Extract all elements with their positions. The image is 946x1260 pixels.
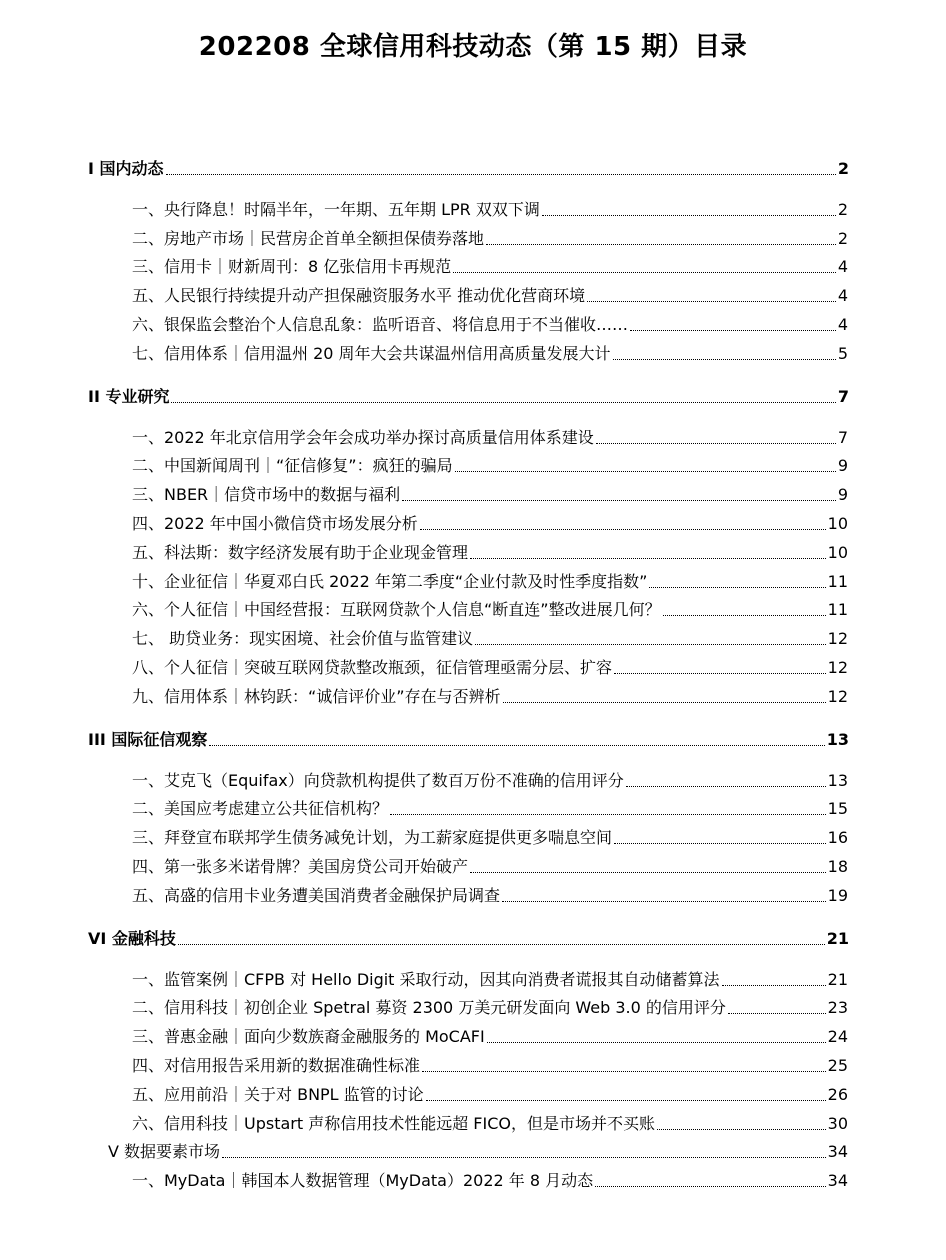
toc-page-number: 13 [827, 770, 848, 790]
toc-leader-dots [475, 643, 826, 645]
toc-item-label: 七、 助贷业务：现实困境、社会价值与监管建议 [132, 629, 474, 649]
toc-leader-dots [209, 744, 824, 746]
toc-item[interactable] [0, 306, 946, 335]
toc-page-number: 24 [827, 1027, 848, 1047]
toc-item-label: 八、个人征信｜突破互联网贷款整改瓶颈，征信管理亟需分层、扩容 [132, 657, 613, 677]
toc-leader-dots [626, 785, 826, 787]
toc-leader-dots [728, 1012, 826, 1014]
toc-leader-dots [503, 701, 826, 703]
toc-leader-dots [596, 442, 836, 444]
toc-section-3[interactable] [0, 721, 946, 750]
toc-item-label: 三、普惠金融｜面向少数族裔金融服务的 MoCAFI [132, 1027, 485, 1047]
toc-leader-dots [542, 214, 836, 216]
toc-item[interactable] [0, 762, 946, 791]
toc-item[interactable] [0, 277, 946, 306]
toc-item[interactable] [0, 534, 946, 563]
toc-leader-dots [663, 614, 826, 616]
toc-item-label: 一、央行降息！时隔半年，一年期、五年期 LPR 双双下调 [132, 199, 540, 219]
toc-page-number: 10 [827, 513, 848, 533]
toc-page-number: 7 [837, 386, 849, 406]
toc-item[interactable] [0, 476, 946, 505]
toc-page-number: 25 [827, 1055, 848, 1075]
toc-leader-dots [595, 1185, 826, 1187]
toc-page-number: 21 [826, 928, 849, 948]
toc-item[interactable] [0, 877, 946, 906]
toc-item-label: 七、信用体系｜信用温州 20 周年大会共谋温州信用高质量发展大计 [132, 343, 611, 363]
toc-item-label: 一、艾克飞（Equifax）向贷款机构提供了数百万份不准确的信用评分 [132, 770, 624, 790]
toc-page-number: 2 [837, 228, 848, 248]
toc-section-5[interactable] [0, 1134, 946, 1163]
toc-item-label: 一、监管案例｜CFPB 对 Hello Digit 采取行动，因其向消费者谎报其自动储蓄算法 [132, 969, 720, 989]
toc-item[interactable] [0, 592, 946, 621]
toc-leader-dots [614, 672, 826, 674]
toc-item-label: 三、拜登宣布联邦学生债务减免计划，为工薪家庭提供更多喘息空间 [132, 828, 613, 848]
document-title: 202208 全球信用科技动态（第 15 期）目录 [198, 32, 748, 62]
toc-item[interactable] [0, 791, 946, 820]
toc-item-label: 九、信用体系｜林钧跃：“诚信评价业”存在与否辨析 [132, 686, 501, 706]
toc-section-label: III 国际征信观察 [88, 729, 208, 749]
toc-leader-dots [171, 401, 835, 403]
toc-page-number: 2 [837, 159, 849, 178]
toc-leader-dots [470, 871, 826, 873]
toc-leader-dots [453, 271, 836, 273]
toc-item-label: 四、2022 年中国小微信贷市场发展分析 [132, 513, 418, 533]
toc-item[interactable] [0, 419, 946, 448]
toc-leader-dots [502, 900, 826, 902]
toc-item[interactable] [0, 961, 946, 990]
toc-leader-dots [178, 943, 825, 945]
toc-item-label: 五、人民银行持续提升动产担保融资服务水平 推动优化营商环境 [132, 286, 586, 306]
toc-item-label: 三、信用卡｜财新周刊：8 亿张信用卡再规范 [132, 257, 452, 277]
toc-leader-dots [422, 1070, 826, 1072]
toc-page-number: 2 [837, 199, 848, 219]
toc-item[interactable] [0, 335, 946, 364]
toc-leader-dots [486, 243, 836, 245]
toc-item[interactable] [0, 819, 946, 848]
toc-section-label: II 专业研究 [88, 386, 170, 406]
toc-item[interactable] [0, 1162, 946, 1191]
toc-section-label: VI 金融科技 [88, 928, 176, 948]
toc-item[interactable] [0, 448, 946, 477]
toc-item-label: 一、MyData｜韩国本人数据管理（MyData）2022 年 8 月动态 [132, 1171, 594, 1191]
toc-leader-dots [613, 358, 836, 360]
toc-item-label: 二、美国应考虑建立公共征信机构？ [132, 799, 389, 819]
toc-leader-dots [722, 984, 826, 986]
toc-item[interactable] [0, 678, 946, 707]
toc-page-number: 10 [827, 542, 848, 562]
toc-page-number: 4 [837, 286, 848, 306]
toc-page-number: 16 [827, 828, 848, 848]
toc-leader-dots [390, 813, 826, 815]
toc-page-number: 9 [837, 456, 848, 476]
toc-page-number: 13 [826, 729, 849, 749]
toc-item-label: 五、高盛的信用卡业务遭美国消费者金融保护局调查 [132, 885, 501, 905]
table-of-contents [0, 150, 946, 1191]
toc-section-4[interactable] [0, 920, 946, 949]
toc-leader-dots [222, 1156, 826, 1158]
toc-leader-dots [649, 586, 825, 588]
toc-item-label: 三、NBER｜信贷市场中的数据与福利 [132, 485, 401, 505]
toc-page-number: 18 [827, 856, 848, 876]
toc-page-number: 34 [827, 1171, 848, 1191]
toc-section-label: I 国内动态 [88, 159, 164, 178]
toc-page-number: 11 [827, 571, 848, 591]
toc-page-number: 23 [827, 998, 848, 1018]
toc-page-number: 7 [837, 427, 848, 447]
toc-section-2[interactable] [0, 378, 946, 407]
toc-page-number: 9 [837, 485, 848, 505]
toc-item[interactable] [0, 1018, 946, 1047]
toc-item-label: 四、第一张多米诺骨牌？美国房贷公司开始破产 [132, 856, 469, 876]
toc-page-number: 12 [827, 657, 848, 677]
toc-section-label: V 数据要素市场 [108, 1142, 221, 1162]
toc-leader-dots [657, 1128, 826, 1130]
toc-item-label: 五、科法斯：数字经济发展有助于企业现金管理 [132, 542, 469, 562]
toc-item[interactable] [0, 220, 946, 249]
toc-item-label: 二、中国新闻周刊｜“征信修复”：疯狂的骗局 [132, 456, 453, 476]
toc-item-label: 二、房地产市场｜民营房企首单全额担保债券落地 [132, 228, 485, 248]
toc-item[interactable] [0, 505, 946, 534]
toc-item[interactable] [0, 848, 946, 877]
toc-page-number: 30 [827, 1113, 848, 1133]
toc-page-number: 19 [827, 885, 848, 905]
toc-leader-dots [420, 528, 826, 530]
toc-item-label: 十、企业征信｜华夏邓白氏 2022 年第二季度“企业付款及时性季度指数” [132, 571, 648, 591]
toc-item[interactable] [0, 191, 946, 220]
toc-item[interactable] [0, 249, 946, 278]
toc-item[interactable] [0, 1047, 946, 1076]
toc-leader-dots [166, 173, 836, 175]
toc-leader-dots [614, 842, 826, 844]
toc-page-number: 34 [827, 1142, 848, 1162]
toc-item-label: 六、信用科技｜Upstart 声称信用技术性能远超 FICO，但是市场并不买账 [132, 1113, 655, 1133]
toc-page-number: 21 [827, 969, 848, 989]
toc-page-number: 4 [837, 257, 848, 277]
toc-page-number: 12 [827, 629, 848, 649]
toc-section-1[interactable] [0, 150, 946, 179]
toc-item[interactable] [0, 563, 946, 592]
toc-leader-dots [426, 1099, 826, 1101]
toc-page-number: 11 [827, 600, 848, 620]
toc-item[interactable] [0, 1105, 946, 1134]
toc-item[interactable] [0, 649, 946, 678]
toc-item-label: 五、应用前沿｜关于对 BNPL 监管的讨论 [132, 1084, 424, 1104]
toc-item[interactable] [0, 620, 946, 649]
toc-leader-dots [470, 557, 826, 559]
toc-item[interactable] [0, 1076, 946, 1105]
toc-item-label: 六、个人征信｜中国经营报：互联网贷款个人信息“断直连”整改进展几何？ [132, 600, 661, 620]
toc-item-label: 一、2022 年北京信用学会年会成功举办探讨高质量信用体系建设 [132, 427, 594, 447]
toc-item-label: 二、信用科技｜初创企业 Spetral 募资 2300 万美元研发面向 Web 3.0 的信用评分 [132, 998, 726, 1018]
toc-page-number: 12 [827, 686, 848, 706]
toc-leader-dots [455, 470, 836, 472]
toc-item-label: 六、银保监会整治个人信息乱象：监听语音、将信息用于不当催收…… [132, 314, 629, 334]
toc-leader-dots [630, 329, 836, 331]
toc-page-number: 5 [837, 343, 848, 363]
toc-page-number: 15 [827, 799, 848, 819]
toc-leader-dots [487, 1041, 826, 1043]
toc-page-number: 26 [827, 1084, 848, 1104]
toc-leader-dots [402, 499, 836, 501]
toc-page-number: 4 [837, 314, 848, 334]
toc-leader-dots [587, 300, 836, 302]
toc-item[interactable] [0, 990, 946, 1019]
toc-item-label: 四、对信用报告采用新的数据准确性标准 [132, 1055, 421, 1075]
